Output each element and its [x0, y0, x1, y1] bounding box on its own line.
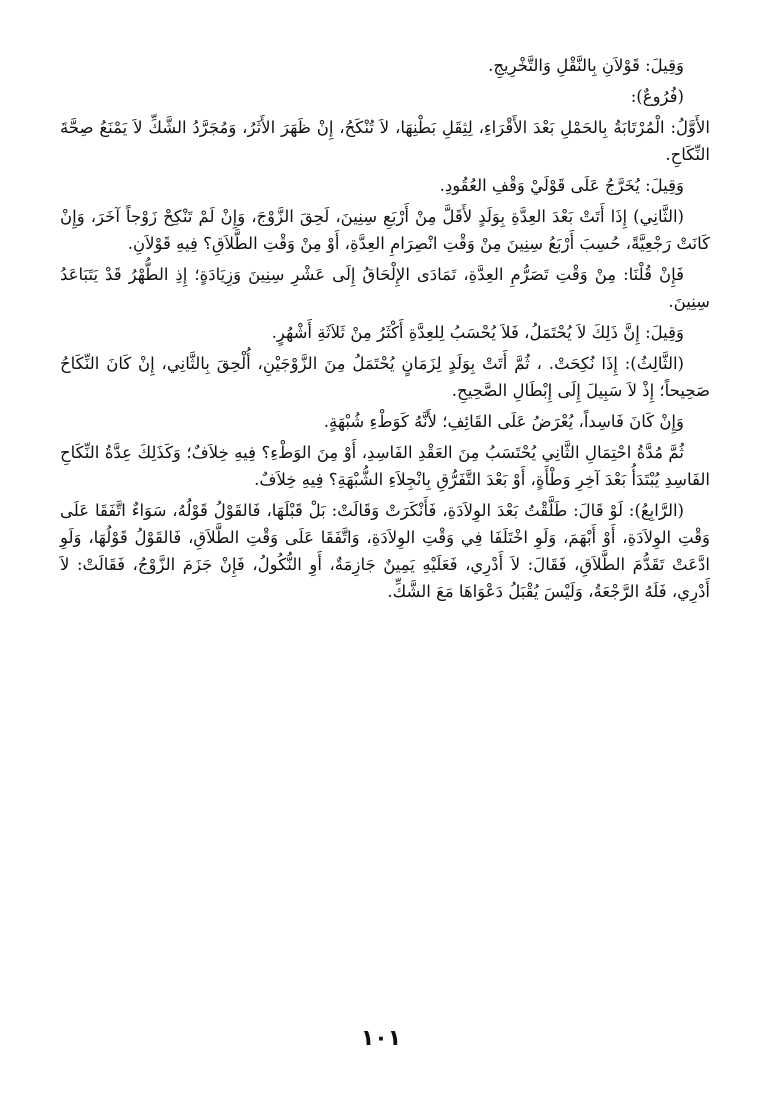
- paragraph-1: وَقِيلَ: قَوْلاَنِ بِالنَّقْلِ وَالتَّخْرِيجِ.: [488, 56, 684, 75]
- page-number: ١٠١: [360, 1026, 402, 1051]
- paragraph-3: الأَوَّلُ: الْمُرْتَابَةُ بِالحَمْلِ بَعْدَ الأَقْرَاءِ، لِثِقَلِ بَطْنِهَا، لاَ تُنْكَحُ، إِنْ ظَهَرَ الأَثَرُ، وَمُجَرَّدُ الشَّكِّ لاَ يَمْنَعُ صِحَّةَ النِّكَاحِ.: [60, 118, 710, 164]
- paragraph-7: وَقِيلَ: إِنَّ ذَلِكَ لاَ يُحْتَمَلُ، فَلاَ يُحْسَبُ لِلعِدَّةِ أَكْثَرُ مِنْ ثَلاَثَةِ أَشْهُرٍ.: [271, 323, 684, 342]
- paragraph-8: (الثَّالِثُ): إِذَا نُكِحَتْ. ، ثُمَّ أَتَتْ بِوَلَدٍ لِزَمَانٍ يُحْتَمَلُ مِنَ الزَّوْجَيْنِ، أُلْحِقَ بِالثَّانِي، إِنْ كَانَ النِّكَاحُ صَحِيحاً؛ إِذْ لاَ سَبِيلَ إِلَى إِبْطَالِ الصَّحِيحِ.: [60, 354, 710, 400]
- paragraph-2: (فُرُوعٌ):: [630, 87, 684, 106]
- main-text-block: [60, 52, 710, 609]
- paragraph-11: (الرَّابِعُ): لَوْ قَالَ: طَلَّقْتُ بَعْدَ الوِلاَدَةِ، فَأَنْكَرَتْ وَقَالَتْ: بَلْ قَبْلَهَا، فَالقَوْلُ قَوْلُهُ، سَوَاءٌ اتَّفَقَا عَلَى وَقْتِ الوِلاَدَةِ، أَوْ أَبْهَمَ، وَلَوِ اخْتَلَفَا فِي وَقْتِ الوِلاَدَةِ، وَاتَّفَقَا عَلَى وَقْتِ الطَّلاَقِ، فَالقَوْلُ قَوْلُهَا، وَلَوِ ادَّعَتْ تَقَدُّمَ الطَّلاَقِ، فَقَالَ: لاَ أَدْرِي، فَعَلَيْهِ يَمِينٌ جَازِمَةٌ، أَوِ النُّكُولُ، فَإِنْ جَزَمَ الزَّوْجُ، فَقَالَتْ: لاَ أَدْرِي، فَلَهُ الرَّجْعَةُ، وَلَيْسَ يُقْبَلُ دَعْوَاهَا مَعَ الشَّكِّ.: [60, 501, 710, 601]
- paragraph-5: (الثَّانِي) إِذَا أَتَتْ بَعْدَ العِدَّةِ بِوَلَدٍ لأَقَلَّ مِنْ أَرْبَعِ سِنِينَ، لَحِقَ الزَّوْجَ، وَإِنْ لَمْ تَنْكِحْ زَوْجاً آخَرَ، وَإِنْ كَانَتْ رَجْعِيَّةً، حُسِبَ أَرْبَعُ سِنِينَ مِنْ وَقْتِ انْصِرَامِ العِدَّةِ، أَوْ مِنْ وَقْتِ الطَّلاَقِ؟ فِيهِ قَوْلاَنِ.: [60, 207, 710, 253]
- paragraph-4: وَقِيلَ: يُخَرَّجُ عَلَى قَوْلَيْ وَقْفِ العُقُودِ.: [439, 176, 684, 195]
- paragraph-10: ثُمَّ مُدَّةُ احْتِمَالِ الثَّانِي يُحْتَسَبُ مِنَ العَقْدِ الفَاسِدِ، أَوْ مِنَ الوَطْءِ؟ فِيهِ خِلاَفٌ؛ وَكَذَلِكَ عِدَّةُ النِّكَاحِ الفَاسِدِ يُبْتَدَأُ بَعْدَ آخِرِ وَطْأَةٍ، أَوْ بَعْدَ التَّفَرُّقِ بِانْجِلاَءِ الشُّبْهَةِ؟ فِيهِ خِلاَفٌ.: [60, 443, 710, 489]
- paragraph-6: فَإِنْ قُلْنَا: مِنْ وَقْتِ تَصَرُّمِ العِدَّةِ، تَمَادَى الإِلْحَاقُ إِلَى عَشْرِ سِنِينَ وَزِيَادَةٍ؛ إِذِ الطُّهْرُ قَدْ يَتَبَاعَدُ سِنِينَ.: [60, 265, 710, 311]
- paragraph-9: وَإِنْ كَانَ فَاسِداً، يُعْرَضُ عَلَى القَائِفِ؛ لأَنَّهُ كَوَطْءِ شُبْهَةٍ.: [323, 412, 684, 431]
